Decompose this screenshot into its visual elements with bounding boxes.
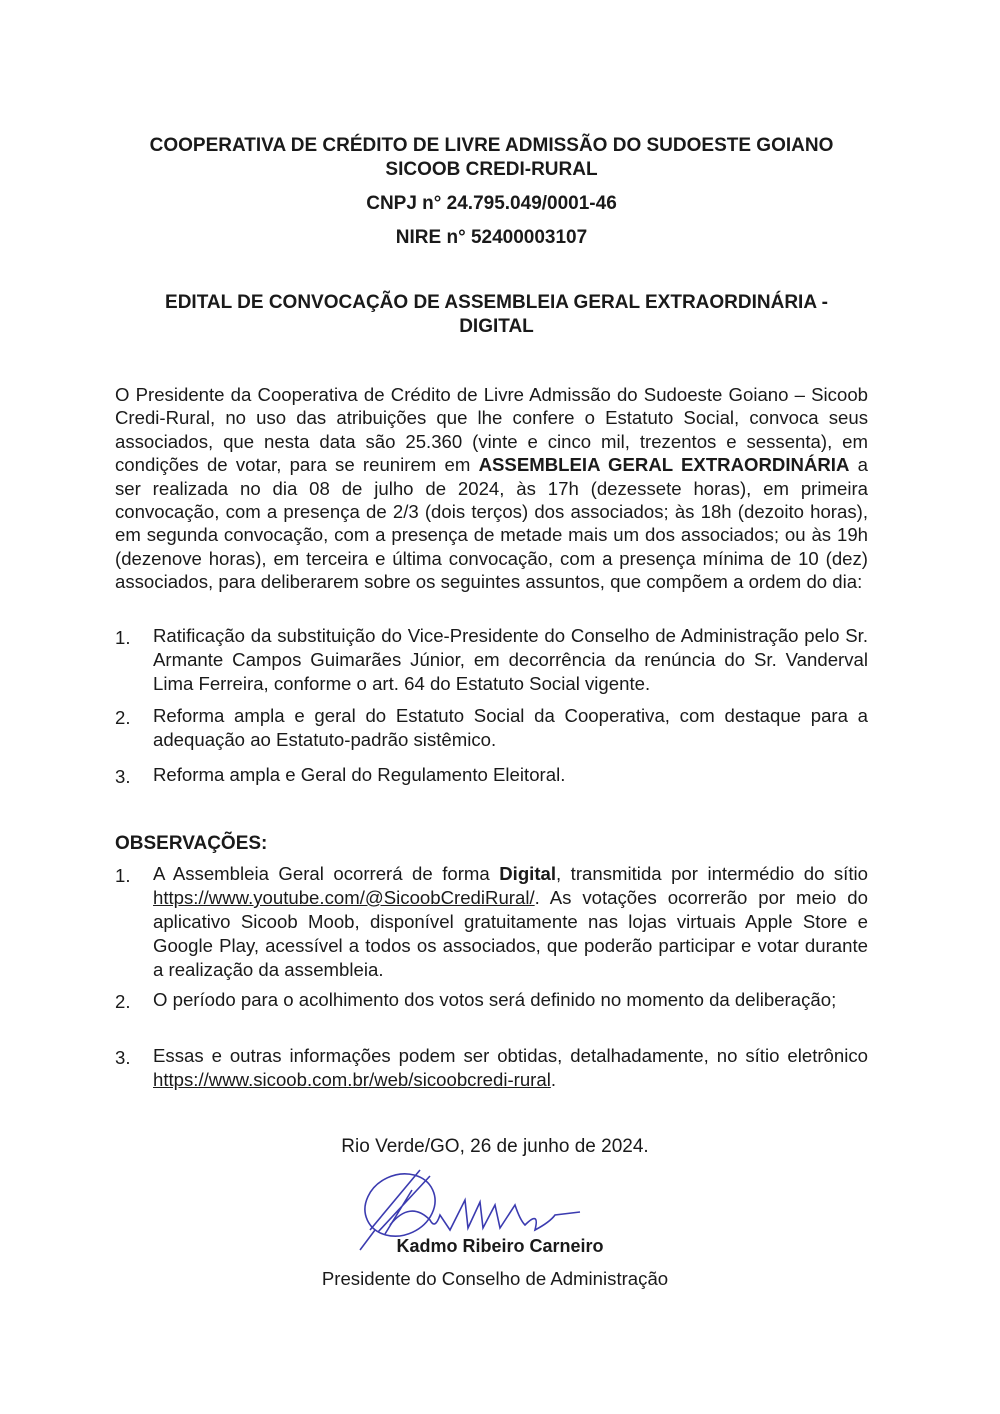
title-line2: DIGITAL bbox=[459, 316, 534, 337]
observation-item bbox=[115, 862, 868, 982]
p1-bold: ASSEMBLEIA GERAL EXTRAORDINÁRIA bbox=[478, 454, 850, 476]
item-number: 2. bbox=[115, 991, 131, 1012]
o1-text2: , transmitida por intermédio do sítio bbox=[556, 863, 868, 884]
observations-heading: OBSERVAÇÕES: bbox=[115, 833, 268, 854]
p1-text: O Presidente da Cooperativa de Crédito de Livre Admissão do Sudoeste Goiano – Sicoob Credi-Rural, no uso das atribuições que lhe confere o Estatuto Social, convoca seus associados, que nesta data são 25.360 (vinte e cinco mil, trezentos e sessenta), em condições de votar, para se reunirem em bbox=[115, 384, 868, 476]
o1-bold: Digital bbox=[499, 863, 557, 884]
cnpj: CNPJ n° 24.795.049/0001-46 bbox=[366, 193, 617, 214]
nire: NIRE n° 52400003107 bbox=[395, 227, 588, 248]
item-number: 3. bbox=[115, 766, 131, 787]
item-number: 3. bbox=[115, 1047, 131, 1068]
observation-item bbox=[115, 1044, 868, 1092]
sicoob-link[interactable]: https://www.sicoob.com.br/web/sicoobcredi-rural bbox=[153, 1069, 551, 1090]
item-number: 1. bbox=[115, 627, 131, 648]
item-text: Reforma ampla e geral do Estatuto Social da Cooperativa, com destaque para a adequação ao Estatuto-padrão sistêmico. bbox=[153, 705, 868, 750]
agenda-item bbox=[115, 624, 868, 696]
o3-text: Essas e outras informações podem ser obtidas, detalhadamente, no sítio eletrônico bbox=[153, 1045, 868, 1066]
o3-end: . bbox=[550, 1069, 557, 1090]
o1-text: A Assembleia Geral ocorrerá de forma bbox=[153, 863, 500, 884]
o1-text3: . As votações ocorrerão por meio do aplicativo Sicoob Moob, disponível gratuitamente nas lojas virtuais Apple Store e Google Play, acessível a todos os associados, que poderão participar e votar durante a realização da assembleia. bbox=[153, 887, 868, 980]
item-text bbox=[153, 1044, 868, 1092]
item-text: Reforma ampla e Geral do Regulamento Eleitoral. bbox=[153, 764, 566, 785]
place-date: Rio Verde/GO, 26 de junho de 2024. bbox=[341, 1136, 649, 1157]
agenda-item bbox=[115, 763, 868, 787]
p1-end: a ser realizada no dia 08 de julho de 2024, às 17h (dezessete horas), em primeira convocação, com a presença de 2/3 (dois terços) dos associados; às 18h (dezoito horas), em segunda convocação, com a presença de metade mais um dos associados; ou às 19h (dezenove horas), em terceira e última convocação, com a presença mínima de 10 (dez) associados, para deliberarem sobre os seguintes assuntos, que compõem a ordem do dia: bbox=[115, 454, 868, 593]
item-number: 1. bbox=[115, 865, 131, 886]
agenda-item bbox=[115, 704, 868, 752]
org-line1: COOPERATIVA DE CRÉDITO DE LIVRE ADMISSÃO DO SUDOESTE GOIANO bbox=[149, 135, 834, 156]
item-number: 2. bbox=[115, 707, 131, 728]
document-title bbox=[120, 291, 873, 339]
item-text: O período para o acolhimento dos votos será definido no momento da deliberação; bbox=[153, 989, 837, 1010]
item-text bbox=[153, 862, 868, 982]
item-text: Ratificação da substituição do Vice-Presidente do Conselho de Administração pelo Sr. Armante Campos Guimarães Júnior, em decorrência da renúncia do Sr. Vanderval Lima Ferreira, conforme o art. 64 do Estatuto Social vigente. bbox=[153, 625, 868, 694]
convocation-paragraph bbox=[115, 383, 868, 594]
signer-name: Kadmo Ribeiro Carneiro bbox=[396, 1236, 604, 1256]
observation-item bbox=[115, 988, 868, 1012]
title-line1: EDITAL DE CONVOCAÇÃO DE ASSEMBLEIA GERAL EXTRAORDINÁRIA - bbox=[165, 292, 828, 313]
org-name bbox=[115, 134, 868, 182]
signer-role: Presidente do Conselho de Administração bbox=[321, 1268, 669, 1289]
org-line2: SICOOB CREDI-RURAL bbox=[385, 159, 598, 180]
youtube-link[interactable]: https://www.youtube.com/@SicoobCrediRural/ bbox=[153, 887, 535, 908]
